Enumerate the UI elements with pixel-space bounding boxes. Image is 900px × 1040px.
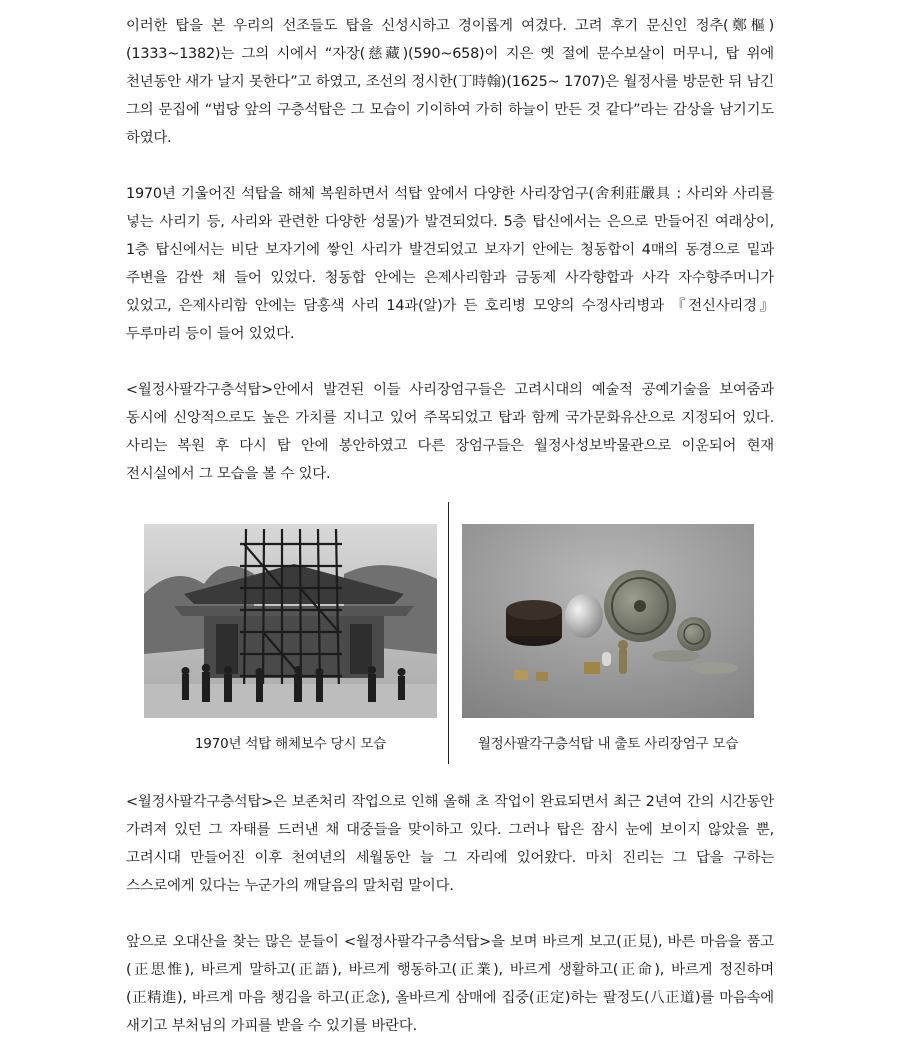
paragraph-4: <월정사팔각구층석탑>은 보존처리 작업으로 인해 올해 초 작업이 완료되면서 최근 2년여 간의 시간동안 가려져 있던 그 자태를 드러낸 채 대중들을 맞이하고 있다. 그러나 탑은 잠시 눈에 보이지 않았을 뿐, 고려시대 만들어진 이후 천여년의 세월동안 늘 그 자리에 있어왔다. 마치 진리는 그 답을 구하는 스스로에게 있다는 누군가의 깨달음의 말처럼 말이다.	[126, 794, 774, 894]
paragraph-3: <월정사팔각구층석탑>안에서 발견된 이들 사리장엄구들은 고려시대의 예술적 공예기술을 보여줌과 동시에 신앙적으로도 높은 가치를 지니고 있어 주목되었고 탑과 함께 국가문화유산으로 지정되어 있다. 사리는 복원 후 다시 탑 안에 봉안하였고 다른 장엄구들은 월정사성보박물관으로 이운되어 현재 전시실에서 그 모습을 볼 수 있다.	[126, 382, 774, 482]
document-page	[126, 12, 774, 1040]
paragraph-spacer	[126, 348, 774, 376]
figure-reliquary	[462, 524, 754, 752]
figure-row	[126, 502, 774, 774]
paragraph-1: 이러한 탑을 본 우리의 선조들도 탑을 신성시하고 경이롭게 여겼다. 고려 후기 문신인 정추(鄭樞)(1333~1382)는 그의 시에서 “자장(慈藏)(590~658)이 지은 옛 절에 문수보살이 머무니, 탑 위에 천년동안 새가 날지 못한다”고 하였고, 조선의 정시한(丁時翰)(1625~ 1707)은 월정사를 방문한 뒤 남긴 그의 문집에 “법당 앞의 구층석탑은 그 모습이 기이하여 가히 하늘이 만든 것 같다”라는 감상을 남기기도 하였다.	[126, 18, 774, 146]
figure-caption: 1970년 석탑 해체보수 당시 모습	[194, 736, 387, 752]
paragraph-5: 앞으로 오대산을 찾는 많은 분들이 <월정사팔각구층석탑>을 보며 바르게 보고(正見), 바른 마음을 품고(正思惟), 바르게 말하고(正語), 바르게 행동하고(正業), 바르게 생활하고(正命), 바르게 정진하며(正精進), 바르게 마음 챙김을 하고(正念), 올바르게 삼매에 집중(正定)하는 팔정도(八正道)를 마음속에 새기고 부처님의 가피를 받을 수 있기를 바란다.	[126, 934, 774, 1034]
paragraph-spacer	[126, 900, 774, 928]
scaffolding-photo	[144, 524, 437, 718]
figure-caption: 월정사팔각구층석탑 내 출토 사리장엄구 모습	[477, 736, 739, 752]
figure-scaffolding	[144, 524, 437, 752]
paragraph-2: 1970년 기울어진 석탑을 해체 복원하면서 석탑 앞에서 다양한 사리장엄구(舍利莊嚴具 : 사리와 사리를 넣는 사리기 등, 사리와 관련한 다양한 성물)가 발견되었다. 5층 탑신에서는 은으로 만들어진 여래상이, 1층 탑신에서는 비단 보자기에 쌓인 사리가 발견되었고 보자기 안에는 청동합이 4매의 동경으로 밑과 주변을 감싼 채 들어 있었다. 청동합 안에는 은제사리함과 금동제 사각향합과 사각 자수향주머니가 있었고, 은제사리함 안에는 담홍색 사리 14과(알)가 든 호리병 모양의 수정사리병과 『전신사리경』 두루마리 등이 들어 있었다.	[126, 186, 774, 342]
figure-divider	[448, 502, 449, 764]
reliquary-photo	[462, 524, 754, 718]
paragraph-spacer	[126, 152, 774, 180]
